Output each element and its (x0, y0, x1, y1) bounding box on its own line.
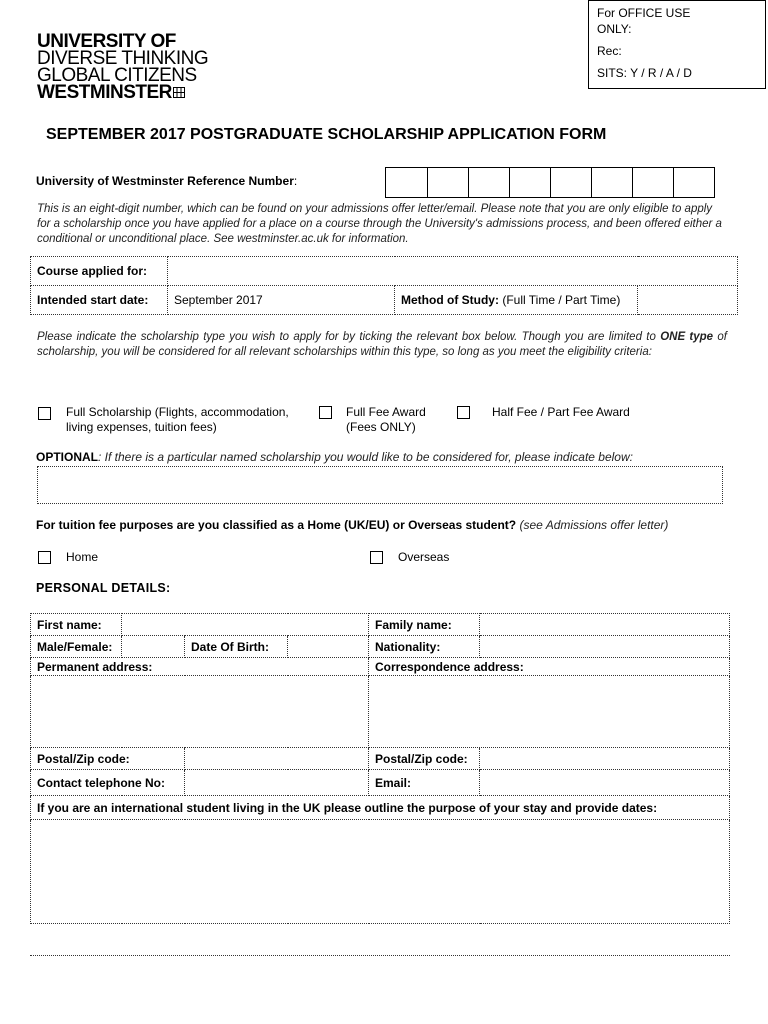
start-date-label: Intended start date: (31, 286, 168, 315)
course-table (30, 256, 738, 315)
gender-label: Male/Female: (31, 636, 122, 658)
start-date-value[interactable]: September 2017 (168, 286, 395, 315)
full-scholarship-label: Full Scholarship (Flights, accommodation, living expenses, tuition fees) (66, 405, 289, 434)
reference-digit-box[interactable] (386, 168, 427, 197)
reference-note: This is an eight-digit number, which can be found on your admissions offer letter/email. Please note that you are only eligible to apply for a scholarship once you have applied for a place on a course through the University's admissions process, and been offered either a conditional or unconditional place. See westminster.ac.uk for information. (37, 203, 722, 245)
reference-digit-box[interactable] (591, 168, 632, 197)
office-use-box (588, 0, 766, 89)
reference-digit-box[interactable] (427, 168, 468, 197)
reference-number-input[interactable] (385, 167, 715, 198)
university-logo (37, 33, 208, 101)
reference-label: University of Westminster Reference Number: (36, 174, 298, 188)
permanent-address-label: Permanent address: (31, 658, 369, 676)
correspondence-address-label: Correspondence address: (369, 658, 730, 676)
postal-code-input[interactable] (185, 748, 369, 770)
full-scholarship-checkbox[interactable] (38, 407, 51, 420)
logo-line-1: UNIVERSITY OF (37, 31, 176, 52)
bottom-divider (30, 955, 730, 956)
family-name-label: Family name: (369, 614, 480, 636)
form-title: SEPTEMBER 2017 POSTGRADUATE SCHOLARSHIP APPLICATION FORM (46, 126, 607, 143)
reference-digit-box[interactable] (509, 168, 550, 197)
full-fee-award-checkbox[interactable] (319, 406, 332, 419)
reference-digit-box[interactable] (673, 168, 714, 197)
course-label: Course applied for: (31, 257, 168, 286)
office-rec: Rec: (597, 44, 622, 58)
home-label: Home (66, 550, 99, 564)
international-stay-input[interactable] (31, 820, 730, 924)
half-fee-award-label: Half Fee / Part Fee Award (492, 405, 630, 419)
phone-input[interactable] (185, 770, 369, 796)
family-name-input[interactable] (480, 614, 730, 636)
email-label: Email: (369, 770, 480, 796)
phone-label: Contact telephone No: (31, 770, 185, 796)
optional-instruction: OPTIONAL: If there is a particular named scholarship you would like to be considered for, please indicate below: (36, 450, 633, 464)
email-input[interactable] (480, 770, 730, 796)
office-use-label: For OFFICE USE ONLY: (597, 6, 691, 36)
dob-label: Date Of Birth: (185, 636, 288, 658)
logo-line-2: DIVERSE THINKING (37, 48, 209, 69)
postal-code-input-2[interactable] (480, 748, 730, 770)
named-scholarship-input[interactable] (37, 466, 723, 504)
postal-code-label-2: Postal/Zip code: (369, 748, 480, 770)
gender-input[interactable] (122, 636, 185, 658)
course-input[interactable] (168, 257, 738, 286)
nationality-input[interactable] (480, 636, 730, 658)
reference-digit-box[interactable] (632, 168, 673, 197)
reference-digit-box[interactable] (550, 168, 591, 197)
crest-icon (173, 87, 185, 98)
office-sits: SITS: Y / R / A / D (597, 66, 692, 80)
logo-line-3: GLOBAL CITIZENS (37, 65, 197, 86)
first-name-label: First name: (31, 614, 122, 636)
scholarship-instructions: Please indicate the scholarship type you wish to apply for by ticking the relevant box below. Though you are limited to ONE type of scholarship, you will be considered for all relevant scholarships within this type, so long as you meet the eligibility criteria: (37, 331, 727, 358)
overseas-label: Overseas (398, 550, 450, 564)
personal-details-table (30, 613, 730, 924)
home-checkbox[interactable] (38, 551, 51, 564)
full-fee-award-label: Full Fee Award (Fees ONLY) (346, 405, 426, 434)
overseas-checkbox[interactable] (370, 551, 383, 564)
first-name-input[interactable] (122, 614, 369, 636)
reference-digit-box[interactable] (468, 168, 509, 197)
nationality-label: Nationality: (369, 636, 480, 658)
dob-input[interactable] (288, 636, 369, 658)
personal-details-heading: PERSONAL DETAILS: (36, 581, 171, 595)
fee-status-question: For tuition fee purposes are you classified as a Home (UK/EU) or Overseas student? (see Admissions offer letter) (36, 518, 669, 532)
method-of-study: Method of Study: (Full Time / Part Time) (395, 286, 638, 315)
international-stay-label: If you are an international student living in the UK please outline the purpose of your stay and provide dates: (31, 796, 730, 820)
postal-code-label: Postal/Zip code: (31, 748, 185, 770)
logo-line-4: WESTMINSTER (37, 84, 208, 101)
method-of-study-input[interactable] (638, 286, 738, 315)
permanent-address-input[interactable] (31, 676, 369, 748)
half-fee-award-checkbox[interactable] (457, 406, 470, 419)
correspondence-address-input[interactable] (369, 676, 730, 748)
